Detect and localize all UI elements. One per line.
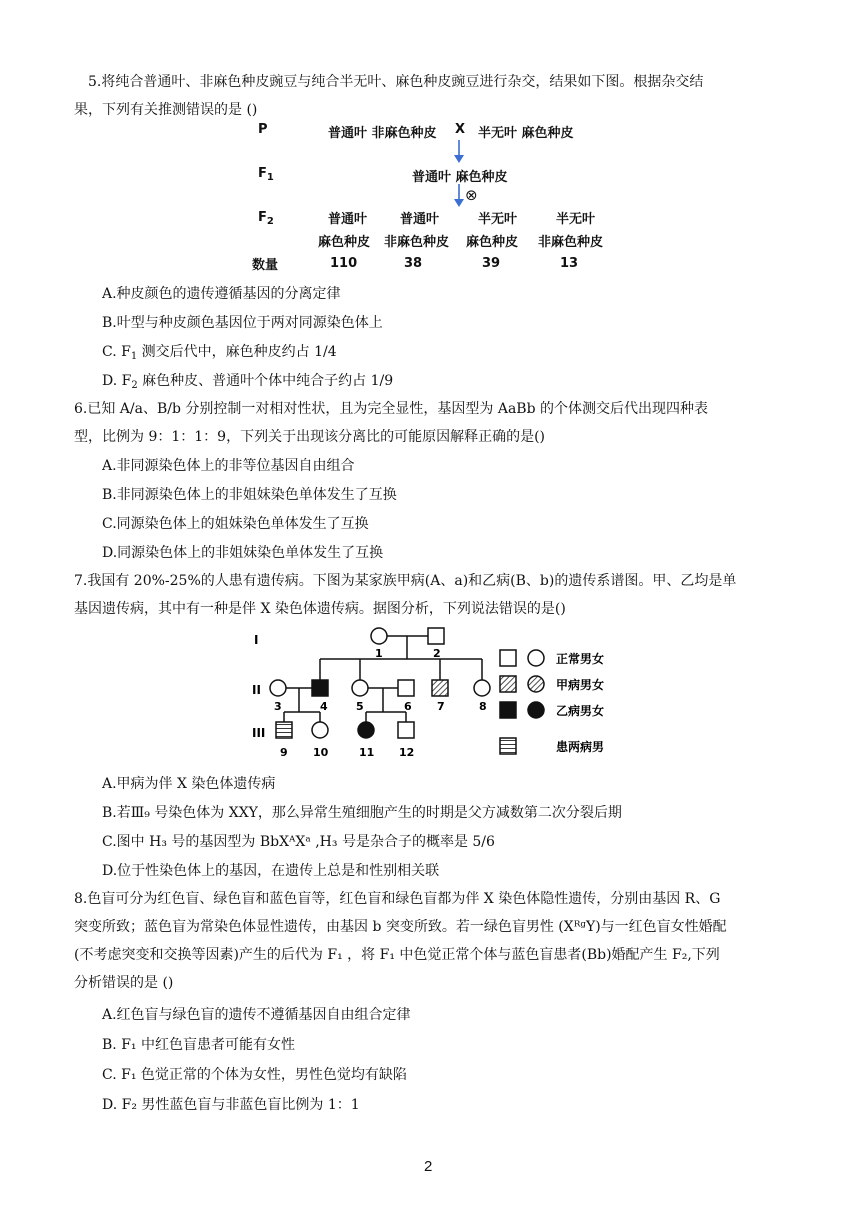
arrow-down-icon <box>452 140 466 164</box>
q8-option-d: D. F₂ 男性蓝色盲与非蓝色盲比例为 1：1 <box>102 1097 360 1113</box>
legend-normal: 正常男女 <box>556 652 605 666</box>
f2-leaf-2: 普通叶 <box>400 212 440 227</box>
q6-option-a: A.非同源染色体上的非等位基因自由组合 <box>102 458 355 474</box>
number-4: 4 <box>320 700 328 713</box>
q5-option-b: B.叶型与种皮颜色基因位于两对同源染色体上 <box>102 315 383 331</box>
legend-disease-a-male-icon <box>500 676 516 692</box>
gen-label-i: I <box>254 633 259 647</box>
legend-disease-a: 甲病男女 <box>556 678 605 692</box>
q6-stem-line1: 6.已知 A/a、B/b 分别控制一对相对性状，且为完全显性，基因型为 AaBb 的个体测交后代出现四种表 <box>74 401 709 417</box>
gen-label-iii: III <box>252 726 266 740</box>
legend-both: 患两病男 <box>556 740 605 754</box>
individual-1 <box>371 628 387 644</box>
p-label: P <box>258 122 268 137</box>
q7-option-d: D.位于性染色体上的基因，在遗传上总是和性别相关联 <box>102 863 440 879</box>
q6-option-c: C.同源染色体上的姐妹染色单体发生了互换 <box>102 516 369 532</box>
f1-label: $F_1$ <box>258 166 274 183</box>
q8-stem-line3: (不考虑突变和交换等因素)产生的后代为 F₁ ，将 F₁ 中色觉正常个体与蓝色盲患者(Bb)婚配产生 F₂,下列 <box>74 947 720 963</box>
q5-stem-line2: 果，下列有关推测错误的是 () <box>74 102 258 118</box>
q8-option-a: A.红色盲与绿色盲的遗传不遵循基因自由组合定律 <box>102 1007 411 1023</box>
individual-5 <box>352 680 368 696</box>
f2-leaf-4: 半无叶 <box>556 212 596 227</box>
q6-option-d: D.同源染色体上的非姐妹染色单体发生了互换 <box>102 545 384 561</box>
count-2: 38 <box>404 256 423 271</box>
q7-stem-line2: 基因遗传病，其中有一种是伴 X 染色体遗传病。据图分析，下列说法错误的是() <box>74 601 566 617</box>
f2-coat-4: 非麻色种皮 <box>538 235 604 250</box>
q6-stem-line2: 型，比例为 9：1：1：9，下列关于出现该分离比的可能原因解释正确的是() <box>74 429 546 445</box>
individual-11 <box>358 722 374 738</box>
selfing-symbol: ⊗ <box>465 186 478 204</box>
legend-normal-female-icon <box>528 650 544 666</box>
gen-label-ii: II <box>252 683 261 697</box>
legend-disease-b-female-icon <box>528 702 544 718</box>
individual-9 <box>276 722 292 738</box>
q8-option-b: B. F₁ 中红色盲患者可能有女性 <box>102 1037 295 1053</box>
number-5: 5 <box>356 700 364 713</box>
q8-stem-line1: 8.色盲可分为红色盲、绿色盲和蓝色盲等，红色盲和绿色盲都为伴 X 染色体隐性遗传，分别由基因 R、G <box>74 891 721 907</box>
f2-coat-3: 麻色种皮 <box>466 235 519 250</box>
individual-4 <box>312 680 328 696</box>
legend-disease-b-male-icon <box>500 702 516 718</box>
individual-8 <box>474 680 490 696</box>
page-number: 2 <box>424 1158 433 1175</box>
individual-10 <box>312 722 328 738</box>
q5-stem-line1: 5.将纯合普通叶、非麻色种皮豌豆与纯合半无叶、麻色种皮豌豆进行杂交，结果如下图。根据杂交结 <box>88 74 704 90</box>
f2-coat-2: 非麻色种皮 <box>384 235 450 250</box>
number-12: 12 <box>399 746 415 759</box>
q8-option-c: C. F₁ 色觉正常的个体为女性，男性色觉均有缺陷 <box>102 1067 407 1083</box>
individual-2 <box>428 628 444 644</box>
q7-option-b: B.若Ⅲ₉ 号染色体为 XXY，那么异常生殖细胞产生的时期是父方减数第二次分裂后期 <box>102 805 622 821</box>
p-right-parent: 半无叶 麻色种皮 <box>478 126 574 141</box>
individual-3 <box>270 680 286 696</box>
legend-normal-male-icon <box>500 650 516 666</box>
number-9: 9 <box>280 746 288 759</box>
f2-label: $F_2$ <box>258 210 274 227</box>
individual-6 <box>398 680 414 696</box>
legend-both-diseases-male-icon <box>500 738 516 754</box>
number-8: 8 <box>479 700 487 713</box>
individual-7 <box>432 680 448 696</box>
q8-stem-line2: 突变所致；蓝色盲为常染色体显性遗传，由基因 b 突变所致。若一绿色盲男性 (XᴿᵍY)与一红色盲女性婚配 <box>74 919 727 935</box>
individual-12 <box>398 722 414 738</box>
f2-leaf-1: 普通叶 <box>328 212 368 227</box>
number-7: 7 <box>437 700 445 713</box>
f2-leaf-3: 半无叶 <box>478 212 518 227</box>
number-11: 11 <box>359 746 375 759</box>
number-10: 10 <box>313 746 329 759</box>
cross-symbol: X <box>455 122 466 137</box>
number-1: 1 <box>375 647 383 660</box>
q7-option-a: A.甲病为伴 X 染色体遗传病 <box>102 776 276 792</box>
f2-coat-1: 麻色种皮 <box>318 235 371 250</box>
f1-phenotype: 普通叶 麻色种皮 <box>412 170 508 185</box>
p-left-parent: 普通叶 非麻色种皮 <box>328 126 437 141</box>
q5-option-d: D. $F_2$ 麻色种皮、普通叶个体中纯合子约占 1/9 <box>102 373 394 391</box>
legend-disease-a-female-icon <box>528 676 544 692</box>
q5-cross-figure <box>252 116 612 272</box>
q7-stem-line1: 7.我国有 20%-25%的人患有遗传病。下图为某家族甲病(A、a)和乙病(B、b)的遗传系谱图。甲、乙均是单 <box>74 573 737 589</box>
number-6: 6 <box>404 700 412 713</box>
count-1: 110 <box>330 256 358 271</box>
number-3: 3 <box>274 700 282 713</box>
q5-option-c: C. $F_1$ 测交后代中，麻色种皮约占 1/4 <box>102 344 337 362</box>
q7-option-c: C.图中 H₃ 号的基因型为 BbXᴬXᵃ ,H₃ 号是杂合子的概率是 5/6 <box>102 834 495 850</box>
number-2: 2 <box>433 647 441 660</box>
arrow-down-icon <box>452 184 466 208</box>
count-label: 数量 <box>252 258 279 273</box>
pedigree-chart <box>250 624 620 762</box>
q8-stem-line4: 分析错误的是 () <box>74 975 174 991</box>
legend-disease-b: 乙病男女 <box>556 704 605 718</box>
q6-option-b: B.非同源染色体上的非姐妹染色单体发生了互换 <box>102 487 397 503</box>
q5-option-a: A.种皮颜色的遗传遵循基因的分离定律 <box>102 286 341 302</box>
count-4: 13 <box>560 256 579 271</box>
count-3: 39 <box>482 256 501 271</box>
